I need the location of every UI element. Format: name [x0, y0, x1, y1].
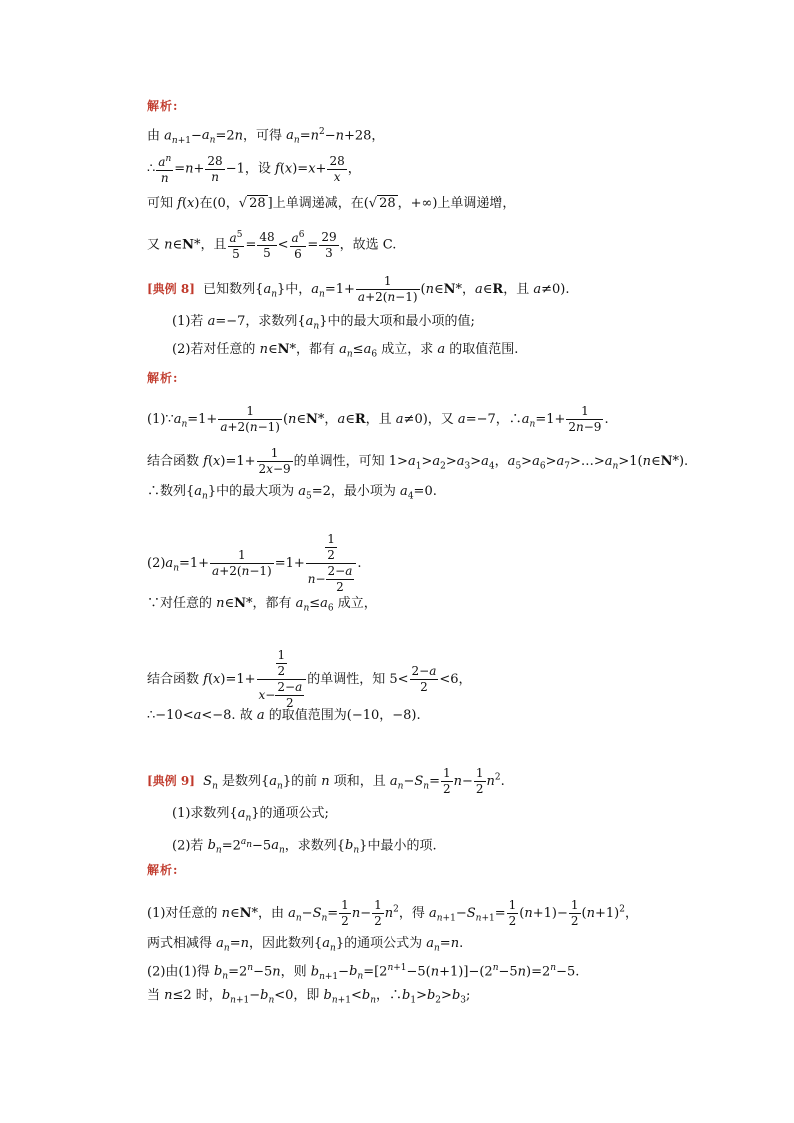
question-item: (2)若对任意的 n∈N*，都有 $a_n\le a_6$ 成立，求 a 的取值范围.	[172, 342, 519, 360]
solution-line: ∴−10<a<−8. 故 a 的取值范围为(−10，−8).	[147, 708, 421, 723]
example-8-problem: [典例 8] 已知数列$\{a_n\}$中，$a_n=1+$ $\frac{1}{a+2(n-1)}$ (n∈N*，a∈R，且 a≠0).	[147, 274, 570, 304]
solution-line: 当 n≤2 时，$b_{n+1}-b_n<0$，即 $b_{n+1}<b_n$，$\therefore b_1>b_2>b_3$;	[147, 988, 471, 1006]
solution-line: ∵对任意的 n∈N*，都有 $a_n\le a_6$ 成立，	[147, 596, 377, 614]
solution-line: ∴数列$\{a_n\}$中的最大项为 $a_5=2$，最小项为 $a_4=0$.	[147, 484, 437, 502]
question-item: (2)若 $b_n=2^{a_n}-5a_n$，求数列$\{b_n\}$中最小的项.	[172, 837, 437, 856]
solution-line: 结合函数 f(x)=1+ $\frac{1}{2x-9}$ 的单调性，可知 $1>a_1>a_2>a_3>a_4$，$a_5>a_6>a_7>\dots>a_n>1(n\in N*)$.	[147, 446, 689, 476]
solution-line: ∴ $\frac{a^n}{n}$ =n+ $\frac{28}{n}$ −1，设 f(x)=x+ $\frac{28}{x}$ ，	[147, 153, 361, 185]
analysis-label: 解析:	[147, 371, 179, 385]
solution-line: 两式相减得 $a_n=n$，因此数列$\{a_n\}$的通项公式为 $a_n=n$.	[147, 936, 464, 954]
solution-line: $(1)\because a_n=1+$ $\frac{1}{a+2(n-1)}$ (n∈N*，a∈R，且 a≠0)，又 a=−7，$\therefore a_n=1+$ $\frac{1}{2n-9}$ .	[147, 404, 609, 434]
example-9-problem: [典例 9] $S_n$ 是数列$\{a_n\}$的前 n 项和，且 $a_n-S_n=$ $\frac{1}{2}$ n− $\frac{1}{2}$ $n^2$.	[147, 766, 505, 796]
example-8-tag: [典例 8]	[147, 282, 195, 296]
solution-line: (2)由(1)得 $b_n=2^n-5n$，则 $b_{n+1}-b_n=[2^{n+1}-5(n+1)]-(2^n-5n)=2^n-5$.	[147, 963, 580, 982]
solution-line: 又 n∈N*，且 $\frac{a^5}{5}$ = $\frac{48}{5}$ < $\frac{a^6}{6}$ = $\frac{29}{3}$ ，故选 C.	[147, 229, 397, 261]
question-item: (1)若 a=−7，求数列$\{a_n\}$中的最大项和最小项的值;	[172, 314, 475, 332]
solution-line: 可知 f(x)在(0，√ 28 ]上单调递减，在(√ 28 ，+∞)上单调递增，	[147, 196, 516, 211]
example-9-tag: [典例 9]	[147, 774, 195, 788]
question-item: (1)求数列$\{a_n\}$的通项公式;	[172, 806, 329, 824]
solution-line: $(2)a_n=1+$ $\frac{1}{a+2(n-1)}$ =1+ $\frac{1}{2}$ n− $\frac{2-a}{2}$ .	[147, 532, 362, 594]
solution-line: 结合函数 f(x)=1+ $\frac{1}{2}$ x− $\frac{2-a}{2}$ 的单调性，知 5< $\frac{2-a}{2}$ <6，	[147, 648, 472, 710]
solution-line: 由 $a_{n+1}-a_n=2n$，可得 $a_n=n^2-n+28$，	[147, 127, 385, 146]
analysis-label: 解析:	[147, 99, 179, 113]
solution-line: (1)对任意的 n∈N*，由 $a_n-S_n=$ $\frac{1}{2}$ n− $\frac{1}{2}$ $n^2$，得 $a_{n+1}-S_{n+1}=$ $\frac{1}{2}$ (n+1)− $\frac{1}{2}$ $(n+1)^2$，	[147, 898, 638, 928]
analysis-label: 解析:	[147, 863, 179, 877]
